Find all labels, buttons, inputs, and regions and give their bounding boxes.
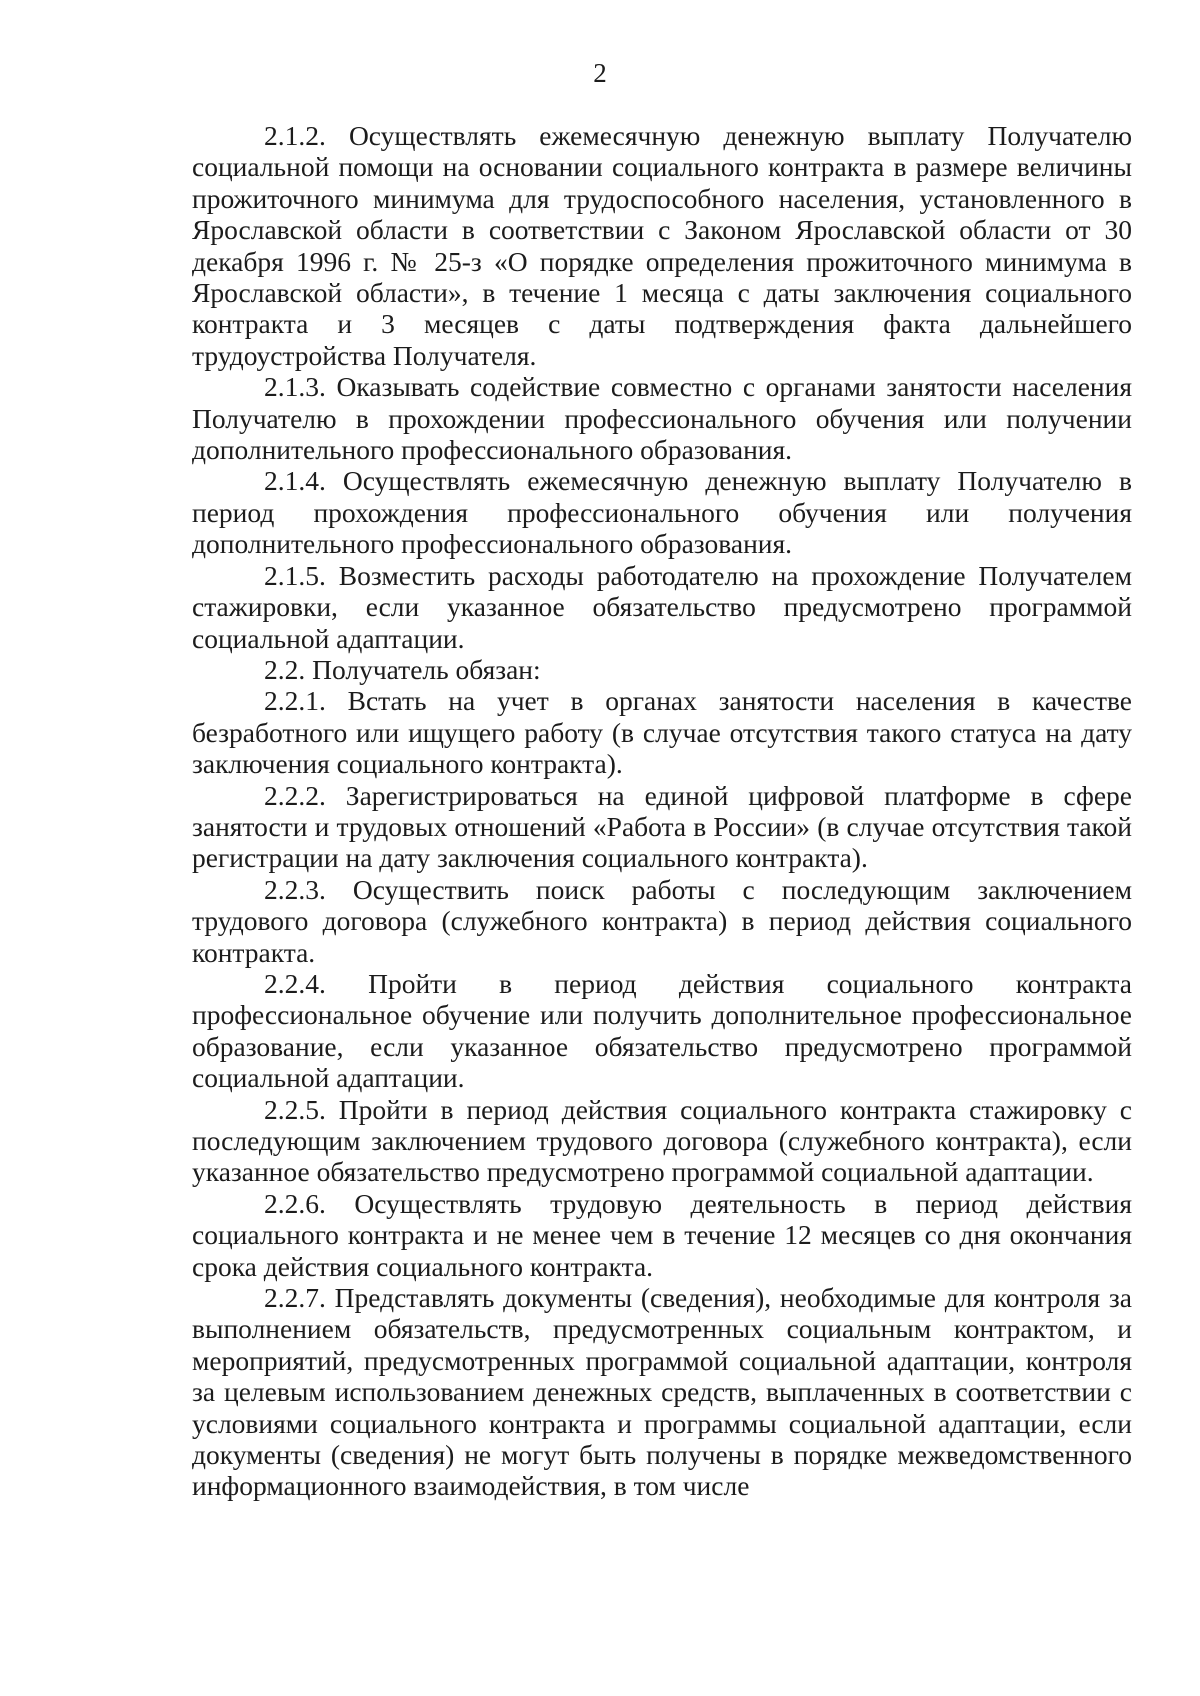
paragraph-2-2-1: 2.2.1. Встать на учет в органах занятости населения в качестве безработного или ищущего работу (в случае отсутствия такого статуса на дату заключения социального контракта). — [192, 685, 1132, 780]
paragraph-2-2-4: 2.2.4. Пройти в период действия социального контракта профессиональное обучение или получить дополнительное профессиональное образование, если указанное обязательство предусмотрено программой социальной адаптации. — [192, 967, 1132, 1094]
paragraph-2-2-7: 2.2.7. Представлять документы (сведения), необходимые для контроля за выполнением обязательств, предусмотренных социальным контрактом, и мероприятий, предусмотренных программой социальной адаптации, контроля за целевым использованием денежных средств, выплаченных в соответствии с условиями социального контракта и программы социальной адаптации, если документы (сведения) не могут быть получены в порядке межведомственного информационного взаимодействия, в том числе — [192, 1282, 1132, 1502]
document-body — [192, 120, 1132, 1502]
paragraph-2-2-2: 2.2.2. Зарегистрироваться на единой цифровой платформе в сфере занятости и трудовых отношений «Работа в России» (в случае отсутствия такой регистрации на дату заключения социального контракта). — [192, 779, 1132, 874]
paragraph-2-1-2: 2.1.2. Осуществлять ежемесячную денежную выплату Получателю социальной помощи на основании социального контракта в размере величины прожиточного минимума для трудоспособного населения, установленного в Ярославской области в соответствии с Законом Ярославской области от 30 декабря 1996 г. № 25-з «О порядке определения прожиточного минимума в Ярославской области», в течение 1 месяца с даты заключения социального контракта и 3 месяцев с даты подтверждения факта дальнейшего трудоустройства Получателя. — [192, 120, 1132, 371]
paragraph-2-2-6: 2.2.6. Осуществлять трудовую деятельность в период действия социального контракта и не менее чем в течение 12 месяцев со дня окончания срока действия социального контракта. — [192, 1187, 1132, 1282]
paragraph-2-2-5: 2.2.5. Пройти в период действия социального контракта стажировку с последующим заключением трудового договора (служебного контракта), если указанное обязательство предусмотрено программой социальной адаптации. — [192, 1093, 1132, 1188]
paragraph-2-2-3: 2.2.3. Осуществить поиск работы с последующим заключением трудового договора (служебного контракта) в период действия социального контракта. — [192, 873, 1132, 968]
paragraph-2-1-4: 2.1.4. Осуществлять ежемесячную денежную выплату Получателю в период прохождения профессионального обучения или получения дополнительного профессионального образования. — [192, 465, 1132, 560]
paragraph-2-1-3: 2.1.3. Оказывать содействие совместно с органами занятости населения Получателю в прохождении профессионального обучения или получении дополнительного профессионального образования. — [192, 371, 1132, 466]
paragraph-2-2: 2.2. Получатель обязан: — [264, 653, 541, 685]
paragraph-2-1-5: 2.1.5. Возместить расходы работодателю на прохождение Получателем стажировки, если указанное обязательство предусмотрено программой социальной адаптации. — [192, 559, 1132, 654]
page-number: 2 — [593, 58, 607, 88]
